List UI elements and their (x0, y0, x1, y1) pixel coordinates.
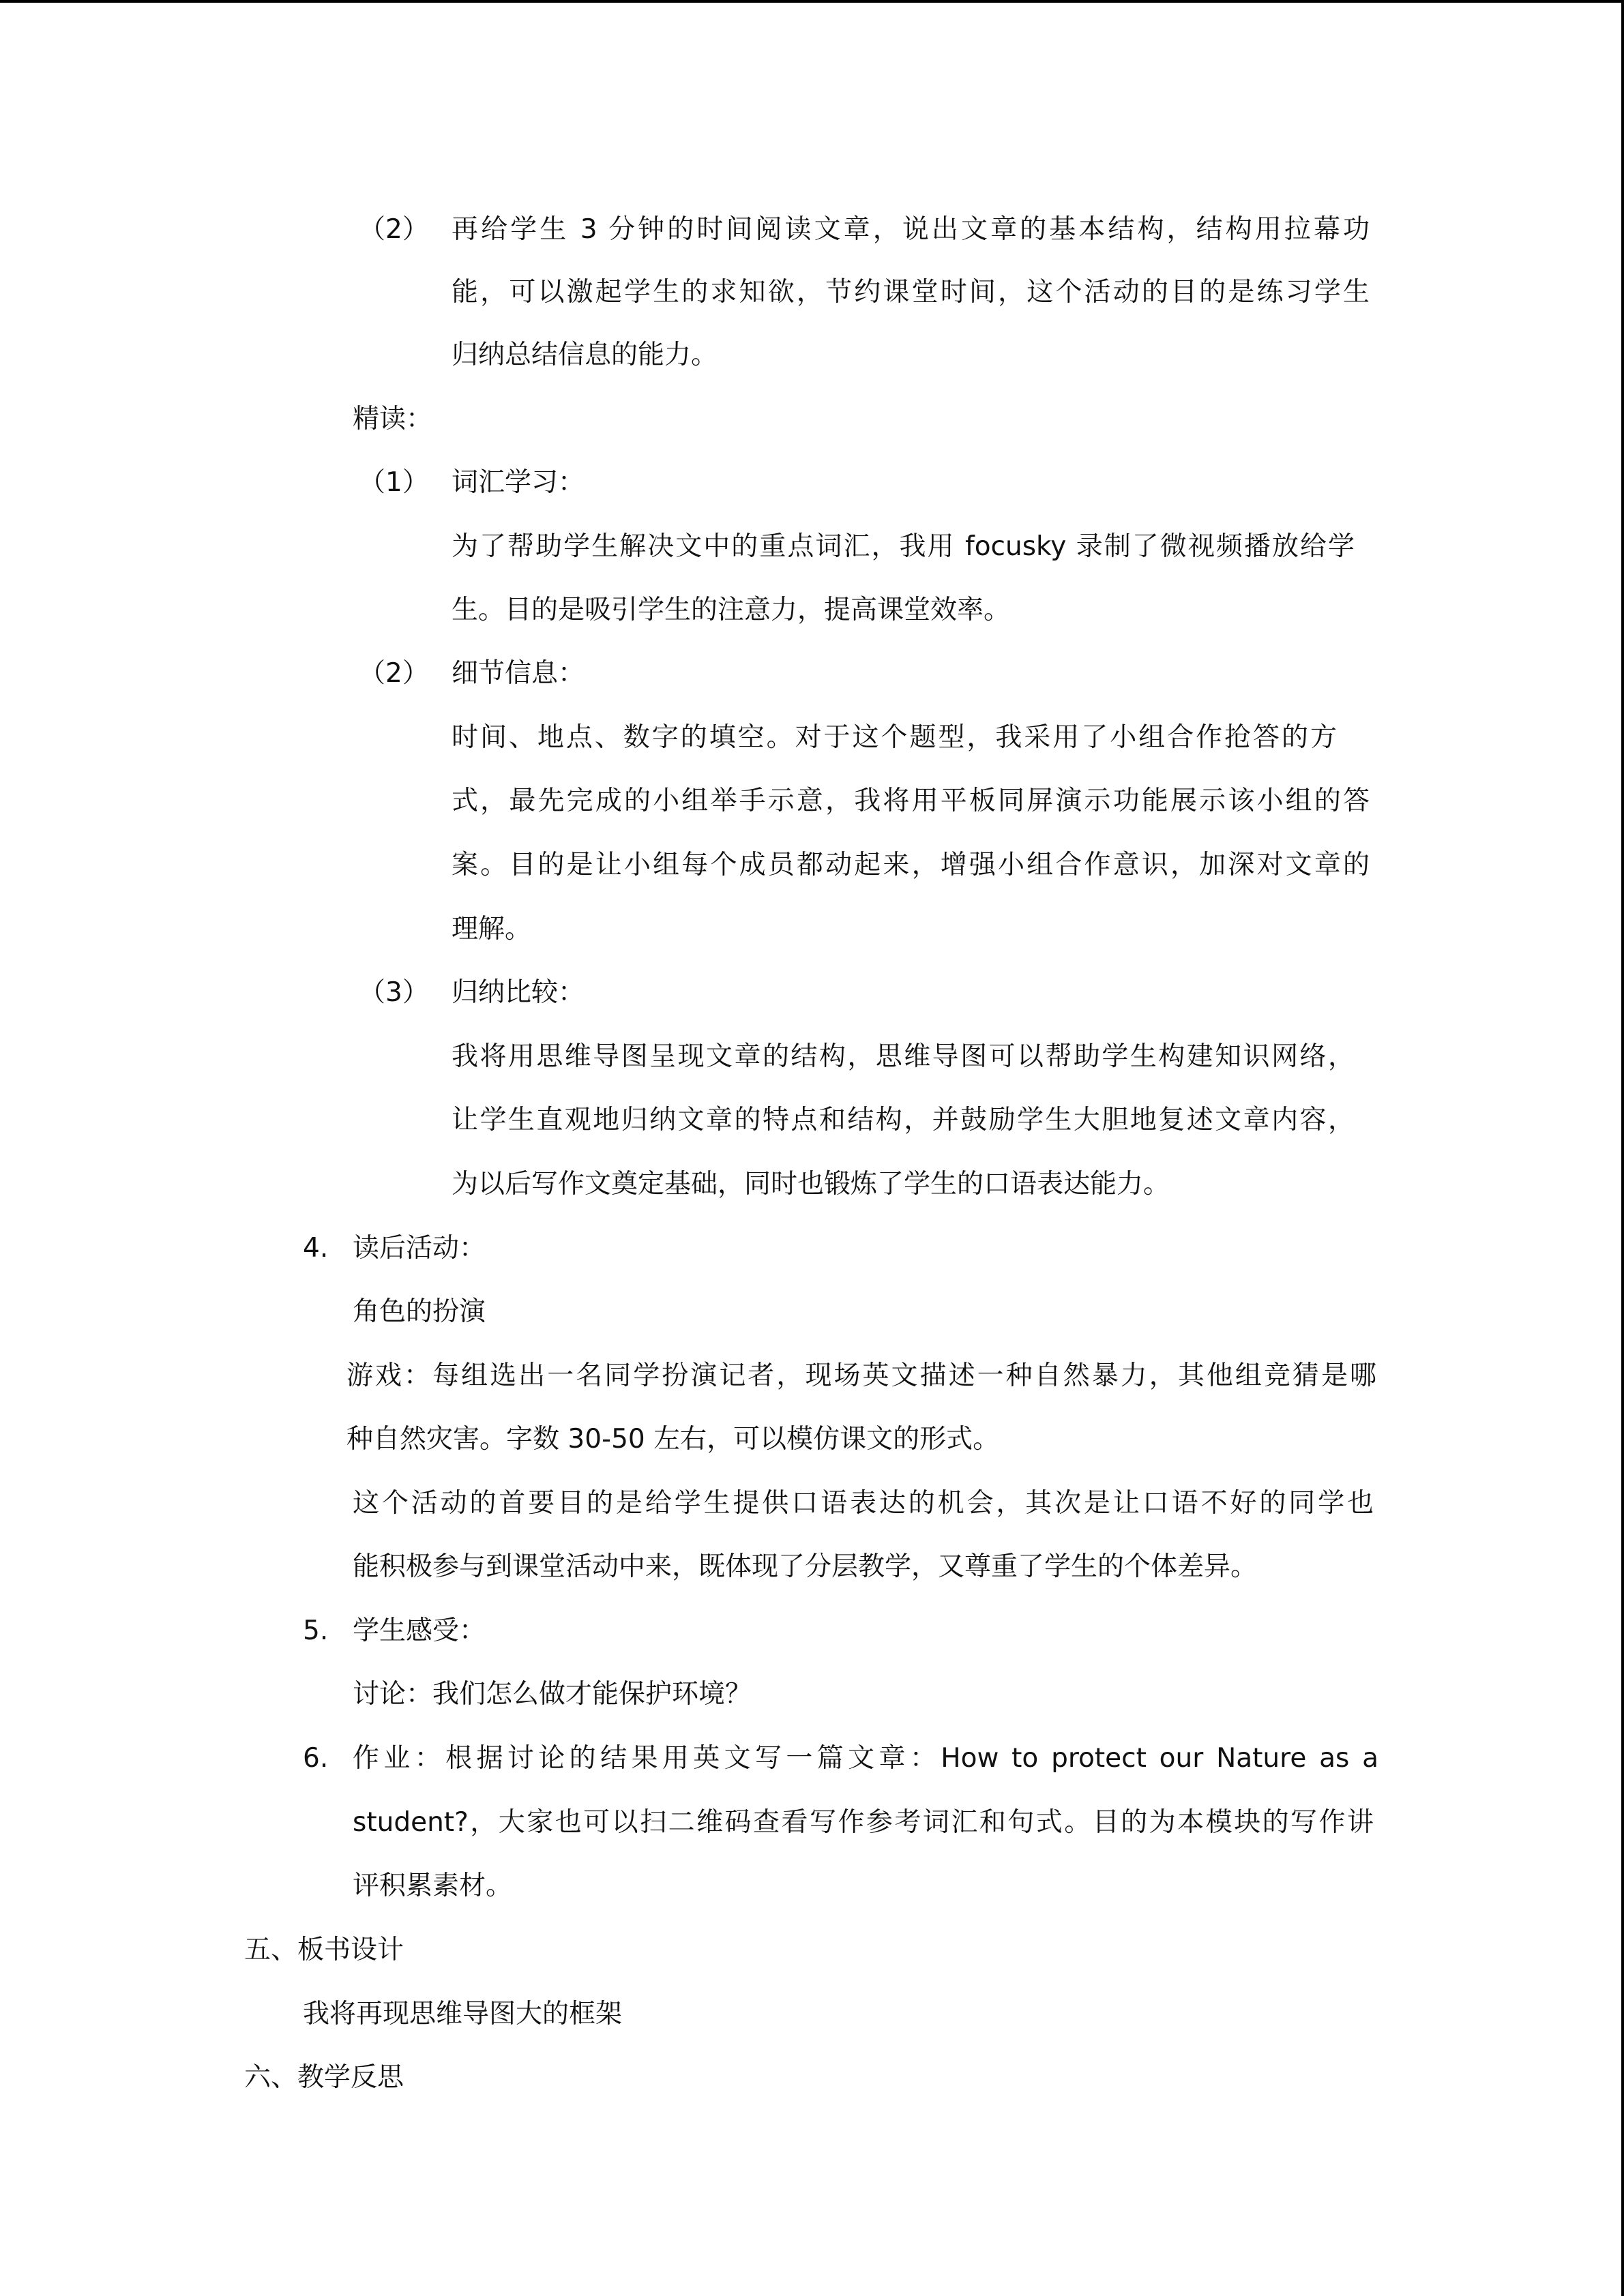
paragraph-line: 案。目的是让小组每个成员都动起来，增强小组合作意识，加深对文章的 (452, 850, 1370, 880)
list-marker: 4. (303, 1233, 329, 1264)
paragraph-line: 我将再现思维导图大的框架 (303, 1999, 623, 2029)
paragraph-line: 游戏：每组选出一名同学扮演记者，现场英文描述一种自然暴力，其他组竞猜是哪 (346, 1360, 1376, 1391)
paragraph-line: 式，最先完成的小组举手示意，我将用平板同屏演示功能展示该小组的答 (452, 786, 1370, 816)
paragraph-line: 讨论：我们怎么做才能保护环境？ (353, 1679, 752, 1710)
section-heading: 五、板书设计 (244, 1935, 404, 1965)
page-top-border (0, 0, 1624, 3)
section-heading: 六、教学反思 (244, 2062, 404, 2093)
paragraph-line: 能积极参与到课堂活动中来，既体现了分层教学，又尊重了学生的个体差异。 (353, 1551, 1258, 1582)
paragraph-line: 为以后写作文奠定基础，同时也锻炼了学生的口语表达能力。 (452, 1169, 1170, 1199)
page-right-border (1621, 0, 1624, 2296)
paragraph-line: 生。目的是吸引学生的注意力，提高课堂效率。 (452, 595, 1011, 625)
section-label: 精读： (353, 404, 433, 434)
list-marker: 5. (303, 1615, 329, 1646)
paragraph-line: 角色的扮演 (353, 1296, 486, 1327)
list-marker: （2） (359, 658, 429, 689)
paragraph-line: 时间、地点、数字的填空。对于这个题型，我采用了小组合作抢答的方 (452, 722, 1337, 753)
list-item-title: 归纳比较： (452, 977, 585, 1008)
paragraph-line: 这个活动的首要目的是给学生提供口语表达的机会，其次是让口语不好的同学也 (353, 1488, 1374, 1519)
paragraph-line: 理解。 (452, 914, 532, 944)
list-item-title: 词汇学习： (452, 467, 585, 498)
paragraph-line: 种自然灾害。字数 30-50 左右，可以模仿课文的形式。 (346, 1424, 1000, 1455)
paragraph-line: 再给学生 3 分钟的时间阅读文章，说出文章的基本结构，结构用拉幕功 (452, 214, 1370, 245)
paragraph-line: student?，大家也可以扫二维码查看写作参考词汇和句式。目的为本模块的写作讲 (353, 1807, 1374, 1838)
list-marker: （1） (359, 467, 429, 498)
paragraph-line: 作业：根据讨论的结果用英文写一篇文章：How to protect our Nature as a (353, 1743, 1378, 1774)
paragraph-line: 评积累素材。 (353, 1870, 513, 1901)
list-item-title: 学生感受： (353, 1615, 486, 1646)
paragraph-line: 让学生直观地归纳文章的特点和结构，并鼓励学生大胆地复述文章内容， (452, 1105, 1355, 1135)
paragraph-line: 为了帮助学生解决文中的重点词汇，我用 focusky 录制了微视频播放给学 (452, 531, 1355, 562)
list-item-title: 读后活动： (353, 1233, 486, 1264)
list-marker: 6. (303, 1743, 329, 1774)
list-item-title: 细节信息： (452, 658, 585, 689)
paragraph-line: 归纳总结信息的能力。 (452, 340, 718, 370)
list-marker: （3） (359, 977, 429, 1008)
paragraph-line: 我将用思维导图呈现文章的结构，思维导图可以帮助学生构建知识网络， (452, 1041, 1355, 1072)
list-marker: （2） (359, 214, 429, 245)
paragraph-line: 能，可以激起学生的求知欲，节约课堂时间，这个活动的目的是练习学生 (452, 277, 1370, 308)
